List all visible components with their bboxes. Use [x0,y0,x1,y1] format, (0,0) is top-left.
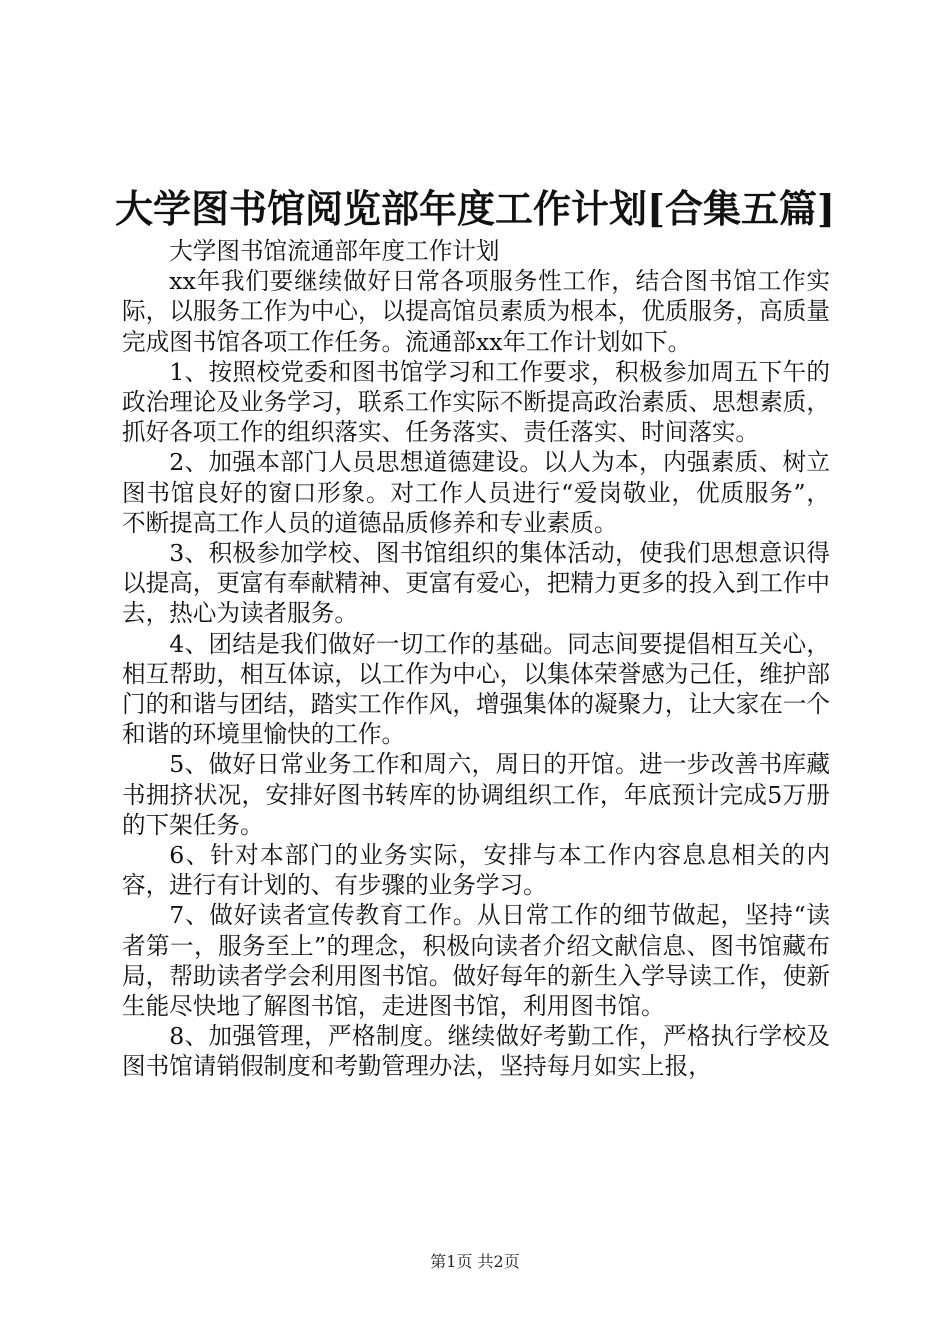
paragraph-item-5: 5、做好日常业务工作和周六，周日的开馆。进一步改善书库藏书拥挤状况，安排好图书转库的协调组织工作，年底预计完成5万册的下架任务。 [122,750,830,839]
paragraph-item-2: 2、加强本部门人员思想道德建设。以人为本，内强素质、树立图书馆良好的窗口形象。对工作人员进行“爱岗敬业，优质服务”，不断提高工作人员的道德品质修养和专业素质。 [122,448,830,537]
paragraph-subtitle: 大学图书馆流通部年度工作计划 [169,237,500,265]
paragraph-item-6: 6、针对本部门的业务实际，安排与本工作内容息息相关的内容，进行有计划的、有步骤的业务学习。 [122,841,830,900]
paragraph-item-4: 4、团结是我们做好一切工作的基础。同志间要提倡相互关心，相互帮助，相互体谅，以工作为中心，以集体荣誉感为己任，维护部门的和谐与团结，踏实工作作风，增强集体的凝聚力，让大家在一个和谐的环境里愉快的工作。 [122,629,830,749]
paragraph-intro: xx年我们要继续做好日常各项服务性工作，结合图书馆工作实际，以服务工作为中心，以提高馆员素质为根本，优质服务，高质量完成图书馆各项工作任务。流通部xx年工作计划如下。 [122,267,830,356]
paragraph-item-1: 1、按照校党委和图书馆学习和工作要求，积极参加周五下午的政治理论及业务学习，联系工作实际不断提高政治素质、思想素质，抓好各项工作的组织落实、任务落实、责任落实、时间落实。 [122,357,830,447]
paragraph-item-3: 3、积极参加学校、图书馆组织的集体活动，使我们思想意识得以提高，更富有奉献精神、更富有爱心，把精力更多的投入到工作中去，热心为读者服务。 [122,539,830,628]
page-number-footer: 第1页 共2页 [430,1252,520,1271]
paragraph-item-8: 8、加强管理，严格制度。继续做好考勤工作，严格执行学校及图书馆请销假制度和考勤管理办法，坚持每月如实上报， [122,1022,830,1081]
document-body [122,236,830,1082]
paragraph-item-7: 7、做好读者宣传教育工作。从日常工作的细节做起，坚持“读者第一，服务至上”的理念，积极向读者介绍文献信息、图书馆藏布局，帮助读者学会利用图书馆。做好每年的新生入学导读工作，使新生能尽快地了解图书馆，走进图书馆，利用图书馆。 [122,901,830,1021]
document-title: 大学图书馆阅览部年度工作计划[合集五篇] [115,186,835,231]
